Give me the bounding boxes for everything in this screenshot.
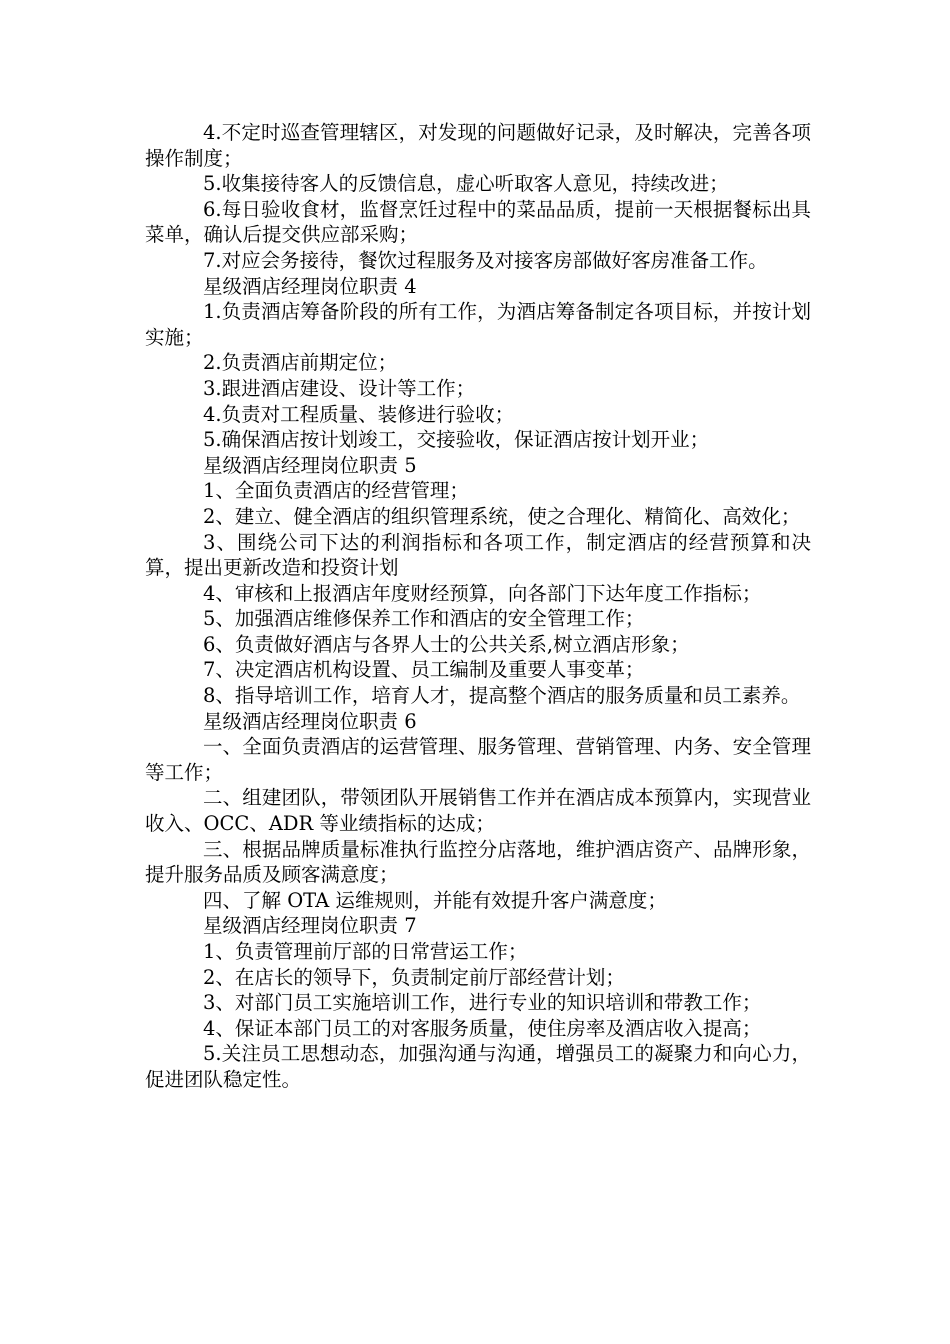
paragraph-s7-item-3: 3、对部门员工实施培训工作，进行专业的知识培训和带教工作； — [203, 991, 762, 1015]
paragraph-duty-4: 4.不定时巡查管理辖区，对发现的问题做好记录，及时解决，完善各项操作制度； — [145, 121, 811, 170]
paragraph-s5-item-1: 1、全面负责酒店的经营管理； — [203, 479, 469, 503]
paragraph-s5-item-4: 4、审核和上报酒店年度财经预算，向各部门下达年度工作指标； — [203, 581, 762, 605]
paragraph-s6-item-1: 一、全面负责酒店的运营管理、服务管理、营销管理、内务、安全管理等工作； — [145, 735, 811, 784]
paragraph-s7-item-4: 4、保证本部门员工的对客服务质量，使住房率及酒店收入提高； — [203, 1016, 762, 1040]
paragraph-s5-item-6: 6、负责做好酒店与各界人士的公共关系,树立酒店形象； — [203, 632, 690, 656]
paragraph-s5-item-5: 5、加强酒店维修保养工作和酒店的安全管理工作； — [203, 607, 645, 631]
paragraph-s5-item-8: 8、指导培训工作，培育人才，提高整个酒店的服务质量和员工素养。 — [203, 684, 801, 708]
paragraph-s7-item-2: 2、在店长的领导下，负责制定前厅部经营计划； — [203, 965, 625, 989]
paragraph-s5-item-3: 3、围绕公司下达的利润指标和各项工作，制定酒店的经营预算和决算，提出更新改造和投资计划 — [145, 530, 811, 580]
section-heading-4: 星级酒店经理岗位职责 4 — [203, 274, 417, 298]
paragraph-duty-6: 6.每日验收食材，监督烹饪过程中的菜品品质，提前一天根据餐标出具菜单，确认后提交供应部采购； — [145, 197, 811, 247]
section-heading-6: 星级酒店经理岗位职责 6 — [203, 709, 417, 733]
paragraph-s5-item-7: 7、决定酒店机构设置、员工编制及重要人事变革； — [203, 658, 645, 682]
paragraph-s4-item-5: 5.确保酒店按计划竣工，交接验收，保证酒店按计划开业； — [203, 428, 710, 452]
paragraph-duty-7: 7.对应会务接待，餐饮过程服务及对接客房部做好客房准备工作。 — [203, 248, 768, 272]
paragraph-s7-item-5: 5.关注员工思想动态，加强沟通与沟通，增强员工的凝聚力和向心力，促进团队稳定性。 — [145, 1042, 811, 1091]
section-heading-5: 星级酒店经理岗位职责 5 — [203, 453, 417, 477]
paragraph-s4-item-1: 1.负责酒店筹备阶段的所有工作，为酒店筹备制定各项目标，并按计划实施； — [145, 300, 811, 349]
paragraph-s4-item-2: 2.负责酒店前期定位； — [203, 351, 398, 375]
section-heading-7: 星级酒店经理岗位职责 7 — [203, 914, 417, 938]
document-body — [145, 120, 811, 1093]
paragraph-s4-item-4: 4.负责对工程质量、装修进行验收； — [203, 402, 515, 426]
paragraph-s6-item-3: 三、根据品牌质量标准执行监控分店落地，维护酒店资产、品牌形象，提升服务品质及顾客满意度； — [145, 837, 811, 887]
paragraph-s6-item-2: 二、组建团队，带领团队开展销售工作并在酒店成本预算内，实现营业收入、OCC、ADR 等业绩指标的达成； — [145, 786, 811, 836]
paragraph-s7-item-1: 1、负责管理前厅部的日常营运工作； — [203, 940, 528, 963]
paragraph-s4-item-3: 3.跟进酒店建设、设计等工作； — [203, 376, 476, 400]
paragraph-s6-item-4: 四、了解 OTA 运维规则，并能有效提升客户满意度； — [203, 888, 667, 912]
paragraph-s5-item-2: 2、建立、健全酒店的组织管理系统，使之合理化、精简化、高效化； — [203, 504, 801, 528]
paragraph-duty-5: 5.收集接待客人的反馈信息，虚心听取客人意见，持续改进； — [203, 172, 729, 196]
